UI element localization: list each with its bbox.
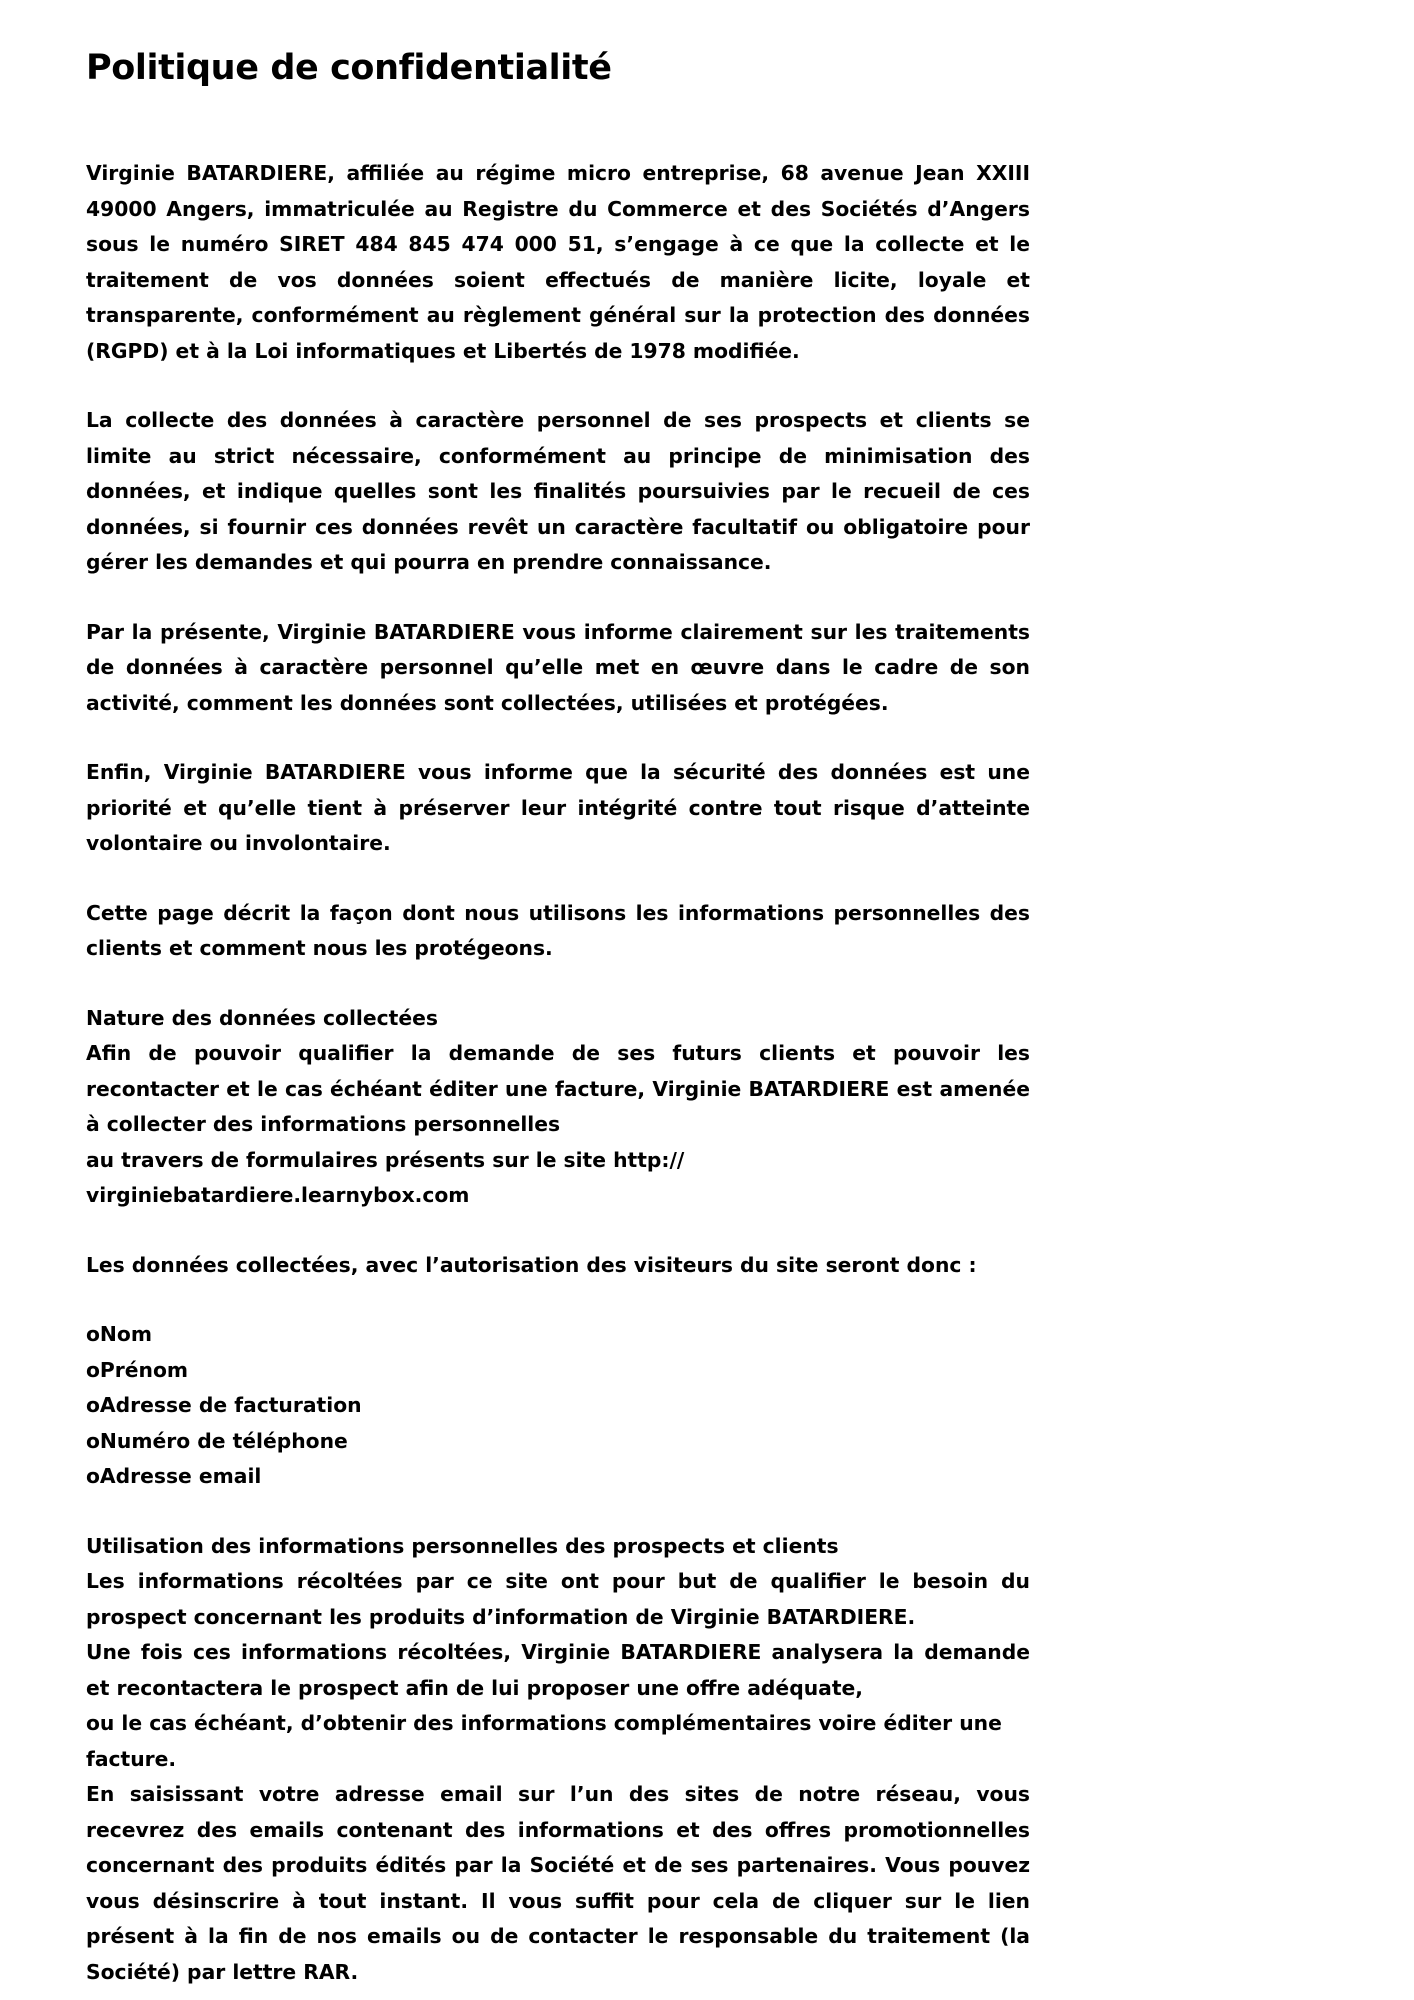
spacer-3: [86, 721, 1030, 755]
spacer-1: [86, 369, 1030, 403]
spacer-2: [86, 581, 1030, 615]
list-item: oPrénom: [86, 1357, 189, 1382]
paragraph-site-url-line: au travers de formulaires présents sur le site http:// virginiebatardiere.learnybox.com: [86, 1147, 685, 1208]
heading-utilisation-des-informations: Utilisation des informations personnelles des prospects et clients: [86, 1533, 839, 1558]
collected-data-list: [86, 1317, 1030, 1495]
list-item: oNom: [86, 1322, 152, 1347]
list-item: oNuméro de téléphone: [86, 1428, 348, 1453]
paragraph-utilisation-body-1: Les informations récoltées par ce site ont pour but de qualifier le besoin du prospect concernant les produits d’information de Virginie BATARDIERE.: [86, 1569, 1030, 1629]
spacer-8: [86, 1495, 1030, 1529]
paragraph-utilisation-body-2: Une fois ces informations récoltées, Virginie BATARDIERE analysera la demande et recontactera le prospect afin de lui proposer une offre adéquate,: [86, 1640, 1030, 1700]
paragraph-utilisation-body-3: ou le cas échéant, d’obtenir des informations complémentaires voire éditer une facture.: [86, 1711, 1002, 1771]
paragraph-transparency-notice: Par la présente, Virginie BATARDIERE vous informe clairement sur les traitements de données à caractère personnel qu’elle met en œuvre dans le cadre de son activité, comment les données sont collectées, utilisées et protégées.: [86, 619, 1030, 715]
heading-nature-des-donnees: Nature des données collectées: [86, 1005, 438, 1030]
spacer-6: [86, 1214, 1030, 1248]
paragraph-collected-intro: Les données collectées, avec l’autorisation des visiteurs du site seront donc :: [86, 1252, 977, 1277]
paragraph-nature-des-donnees-body: Afin de pouvoir qualifier la demande de ses futurs clients et pouvoir les recontacter et le cas échéant éditer une facture, Virginie BATARDIERE est amenée à collecter des informations personnelles: [86, 1041, 1030, 1137]
list-item: oAdresse email: [86, 1464, 262, 1489]
paragraph-security-priority: Enfin, Virginie BATARDIERE vous informe que la sécurité des données est une priorité et qu’elle tient à préserver leur intégrité contre tout risque d’atteinte volontaire ou involontaire.: [86, 760, 1030, 856]
spacer-4: [86, 862, 1030, 896]
paragraph-page-purpose: Cette page décrit la façon dont nous utilisons les informations personnelles des clients et comment nous les protégeons.: [86, 900, 1030, 961]
page-title: Politique de confidentialité: [86, 48, 612, 88]
spacer-5: [86, 967, 1030, 1001]
paragraph-company-identity: Virginie BATARDIERE, affiliée au régime micro entreprise, 68 avenue Jean XXIII 49000 Angers, immatriculée au Registre du Commerce et des Sociétés d’Angers sous le numéro SIRET 484 845 474 000 51, s’engage à ce que la collecte et le traitement de vos données soient effectués de manière licite, loyale et transparente, conformément au règlement général sur la protection des données (RGPD) et à la Loi informatiques et Libertés de 1978 modifiée.: [86, 161, 1030, 363]
spacer-7: [86, 1283, 1030, 1317]
document-content: [86, 0, 1030, 1990]
spacer-title: [86, 88, 1030, 156]
paragraph-utilisation-body-4: En saisissant votre adresse email sur l’un des sites de notre réseau, vous recevrez des emails contenant des informations et des offres promotionnelles concernant des produits édités par la Société et de ses partenaires. Vous pouvez vous désinscrire à tout instant. Il vous suffit pour cela de cliquer sur le lien présent à la fin de nos emails ou de contacter le responsable du traitement (la Société) par lettre RAR.: [86, 1782, 1030, 1984]
list-item: oAdresse de facturation: [86, 1393, 362, 1418]
paragraph-data-collection-scope: La collecte des données à caractère personnel de ses prospects et clients se limite au strict nécessaire, conformément au principe de minimisation des données, et indique quelles sont les finalités poursuivies par le recueil de ces données, si fournir ces données revêt un caractère facultatif ou obligatoire pour gérer les demandes et qui pourra en prendre connaissance.: [86, 408, 1030, 575]
